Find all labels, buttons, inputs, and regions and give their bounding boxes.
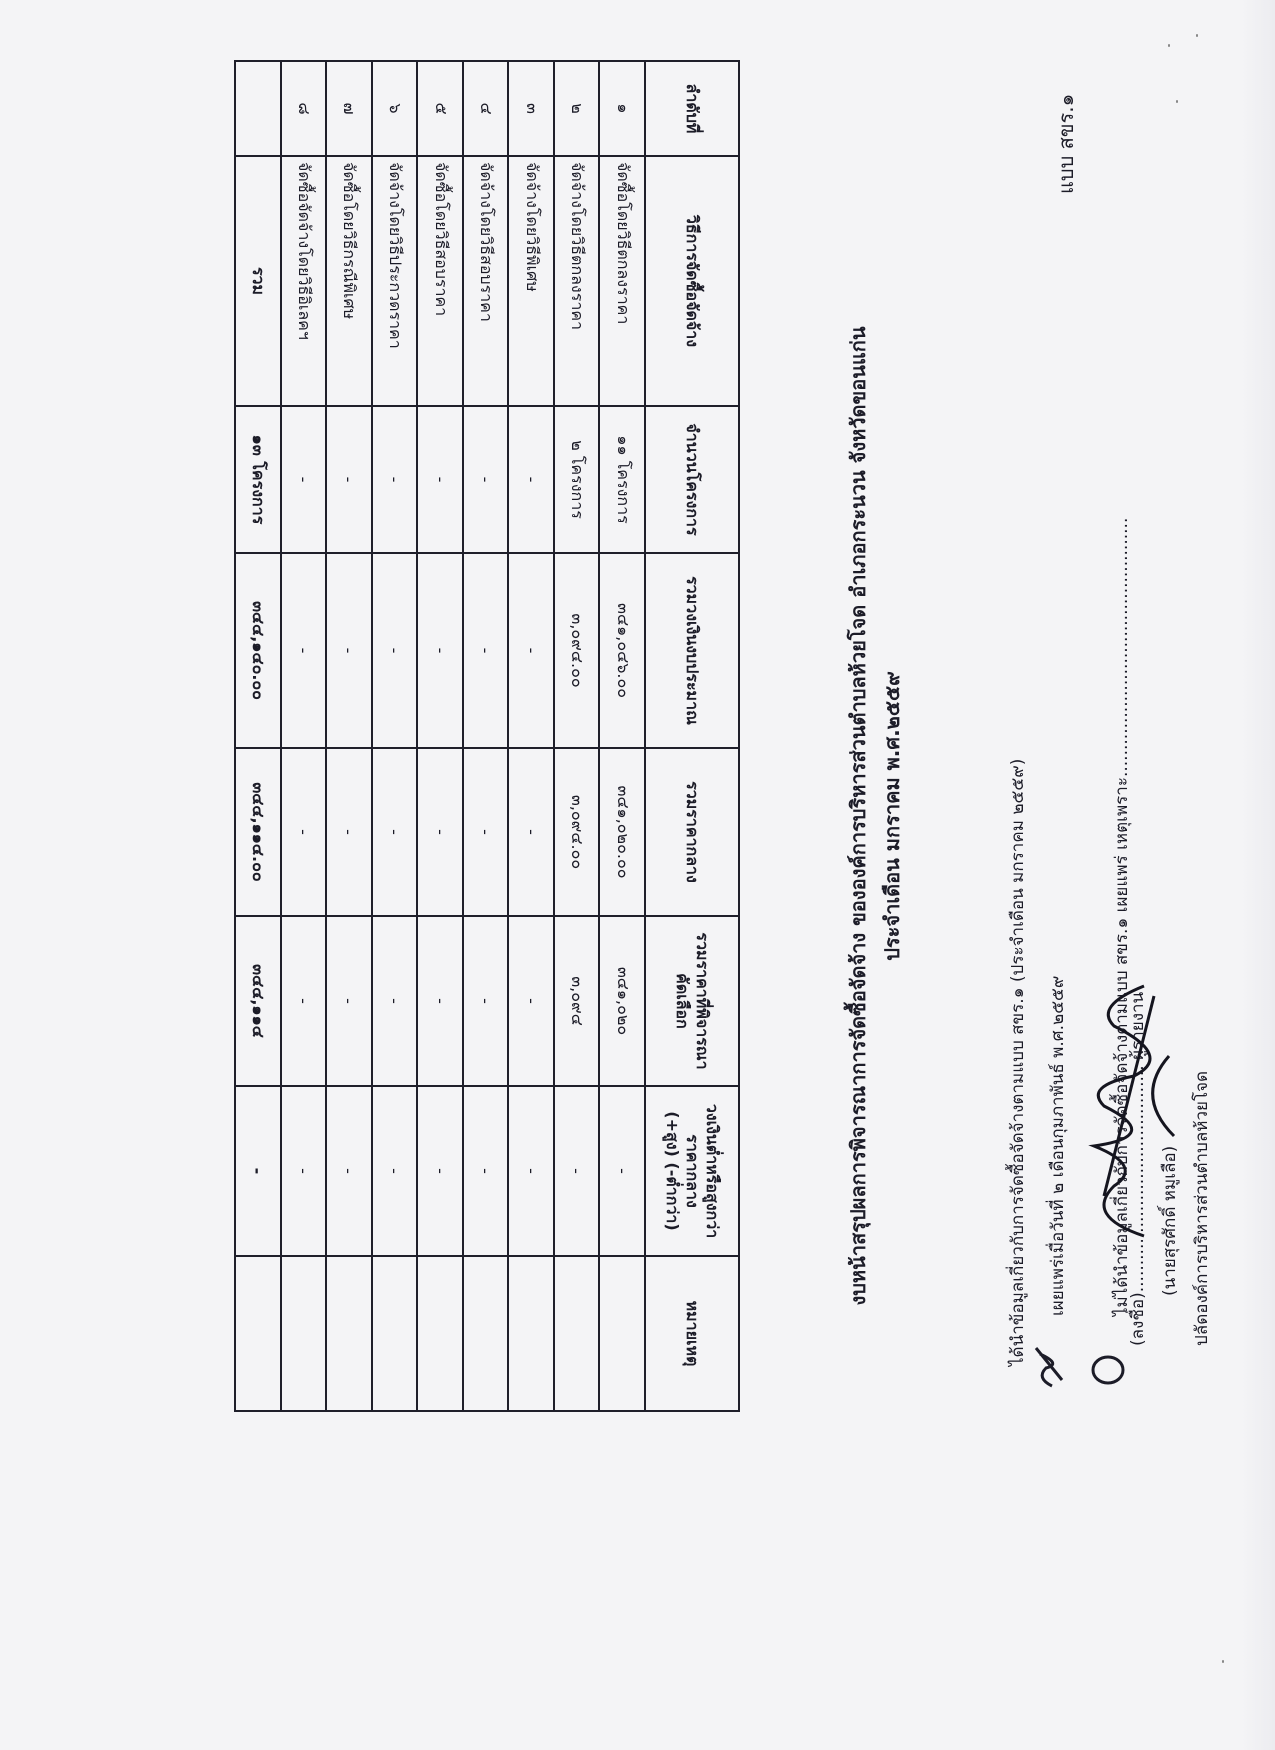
cell-no: ๔ [463,61,509,156]
cell-median: - [463,748,509,916]
header-budget: รวมวงเงินงบประมาณ [645,553,739,748]
cell-median: - [372,748,418,916]
cell-selected: ๓,๐๙๔ [554,916,600,1086]
cell-selected: ๓๔๑,๐๒๐ [599,916,645,1086]
note-not-published: ไม่ได้นำข้อมูลเกี่ยวกับการจัดซื้อจัดจ้างตามแบบ สขร.๑ เผยแพร่ เหตุเพราะ................................................ [1112,517,1132,1316]
header-remark: หมายเหตุ [645,1256,739,1411]
signature-prefix: (ลงชื่อ).......................................... [1128,1065,1148,1346]
cell-projects: ๑๑ โครงการ [599,406,645,553]
cell-remark [554,1256,600,1411]
cell-no: ๒ [554,61,600,156]
cell-median: - [281,748,327,916]
cell-projects: - [281,406,327,553]
cell-method: จัดจ้างโดยวิธีตกลงราคา [554,156,600,406]
reporter-name: (นายสุรศักดิ์ หมูเลือ) [1160,1145,1180,1296]
checkmark-icon [1032,1334,1068,1394]
header-median-price: รวมราคากลาง [645,748,739,916]
cell-remark [599,1256,645,1411]
header-method: วิธีการจัดซื้อจัดจ้าง [645,156,739,406]
cell-projects: - [417,406,463,553]
cell-budget: - [508,553,554,748]
cell-method: จัดจ้างโดยวิธีพิเศษ [508,156,554,406]
header-difference-line1: วงเงินต่ำหรือสูงกว่าราคากลาง [683,1103,722,1239]
cell-projects: - [463,406,509,553]
empty-checkbox-icon [1090,1352,1126,1388]
reporter-label: ผู้รายงาน [1128,991,1148,1060]
table-row [508,61,554,1411]
table-row [417,61,463,1411]
cell-selected: - [281,916,327,1086]
cell-median: ๓๔๑,๐๒๐.๐๐ [599,748,645,916]
cell-projects: ๒ โครงการ [554,406,600,553]
table-total-row [235,61,281,1411]
cell-budget: - [372,553,418,748]
cell-remark [281,1256,327,1411]
cell-no: ๖ [372,61,418,156]
cell-projects: - [508,406,554,553]
cell-selected: - [463,916,509,1086]
cell-projects: - [372,406,418,553]
cell-selected: - [372,916,418,1086]
header-selected-price: รวมราคาที่พิจารณาคัดเลือก [645,916,739,1086]
cell-method: จัดซื้อจัดจ้างโดยวิธีอิเลคฯ [281,156,327,406]
cell-difference: - [417,1086,463,1256]
table-row [326,61,372,1411]
cell-difference: - [463,1086,509,1256]
table-header-row [645,61,739,1411]
total-difference: - [235,1086,281,1256]
total-projects: ๑๓ โครงการ [235,406,281,553]
header-projects: จำนวนโครงการ [645,406,739,553]
cell-median: - [417,748,463,916]
cell-difference: - [508,1086,554,1256]
cell-selected: - [417,916,463,1086]
header-no: ลำดับที่ [645,61,739,156]
scan-speck [1176,100,1178,103]
cell-median: ๓,๐๙๔.๐๐ [554,748,600,916]
header-difference-line2: (+สูง) (-ต่ำกว่า) [663,1111,682,1231]
cell-difference: - [326,1086,372,1256]
total-label: รวม [235,156,281,406]
cell-no: ๗ [326,61,372,156]
report-subtitle: ประจำเดือน มกราคม พ.ศ.๒๕๕๙ [880,671,904,961]
scan-speck [1168,44,1170,47]
cell-budget: ๓๔๑,๐๔๖.๐๐ [599,553,645,748]
cell-remark [508,1256,554,1411]
cell-method: จัดจ้างโดยวิธีประกวดราคา [372,156,418,406]
total-budget: ๓๔๔,๑๔๐.๐๐ [235,553,281,748]
cell-budget: - [463,553,509,748]
cell-no: ๘ [281,61,327,156]
scan-speck [1222,1660,1224,1663]
cell-projects: - [326,406,372,553]
cell-remark [326,1256,372,1411]
procurement-table [234,60,740,1412]
cell-difference: - [372,1086,418,1256]
note-published: ได้นำข้อมูลเกี่ยวกับการจัดซื้อจัดจ้างตามแบบ สขร.๑ (ประจำเดือน มกราคม ๒๕๕๙) [1008,758,1028,1366]
cell-selected: - [508,916,554,1086]
table-row [599,61,645,1411]
table-row [281,61,327,1411]
cell-method: จัดจ้างโดยวิธีสอบราคา [463,156,509,406]
scan-speck [1196,34,1198,37]
note-published-date: เผยแพร่เมื่อวันที่ ๒ เดือนกุมภาพันธ์ พ.ศ.๒๕๕๙ [1048,975,1068,1316]
cell-method: จัดซื้อโดยวิธีสอบราคา [417,156,463,406]
cell-remark [463,1256,509,1411]
cell-no [235,61,281,156]
cell-method: จัดซื้อโดยวิธีกรณีพิเศษ [326,156,372,406]
table-row [463,61,509,1411]
cell-budget: - [281,553,327,748]
cell-budget: - [326,553,372,748]
cell-selected: - [326,916,372,1086]
cell-difference: - [281,1086,327,1256]
cell-no: ๑ [599,61,645,156]
form-sheet [4,36,1212,1556]
cell-remark [417,1256,463,1411]
reporter-position: ปลัดองค์การบริหารส่วนตำบลห้วยโจด [1192,1070,1212,1346]
total-selected: ๓๔๔,๑๑๔ [235,916,281,1086]
cell-difference: - [554,1086,600,1256]
report-title: งบหน้าสรุปผลการพิจารณาการจัดซื้อจัดจ้าง ขององค์การบริหารส่วนตำบลห้วยโจด อำเภอกระนวน จังหวัดขอนแก่น [846,326,870,1306]
cell-budget: ๓,๐๙๔.๐๐ [554,553,600,748]
total-remark [235,1256,281,1411]
header-difference [645,1086,739,1256]
cell-budget: - [417,553,463,748]
table-row [372,61,418,1411]
form-code: แบบ สขร.๑ [1054,93,1078,194]
cell-median: - [326,748,372,916]
cell-no: ๓ [508,61,554,156]
total-median: ๓๔๔,๑๑๔.๐๐ [235,748,281,916]
cell-method: จัดซื้อโดยวิธีตกลงราคา [599,156,645,406]
cell-difference: - [599,1086,645,1256]
cell-remark [372,1256,418,1411]
cell-median: - [508,748,554,916]
scan-edge [1241,0,1275,1750]
table-row [554,61,600,1411]
cell-no: ๕ [417,61,463,156]
